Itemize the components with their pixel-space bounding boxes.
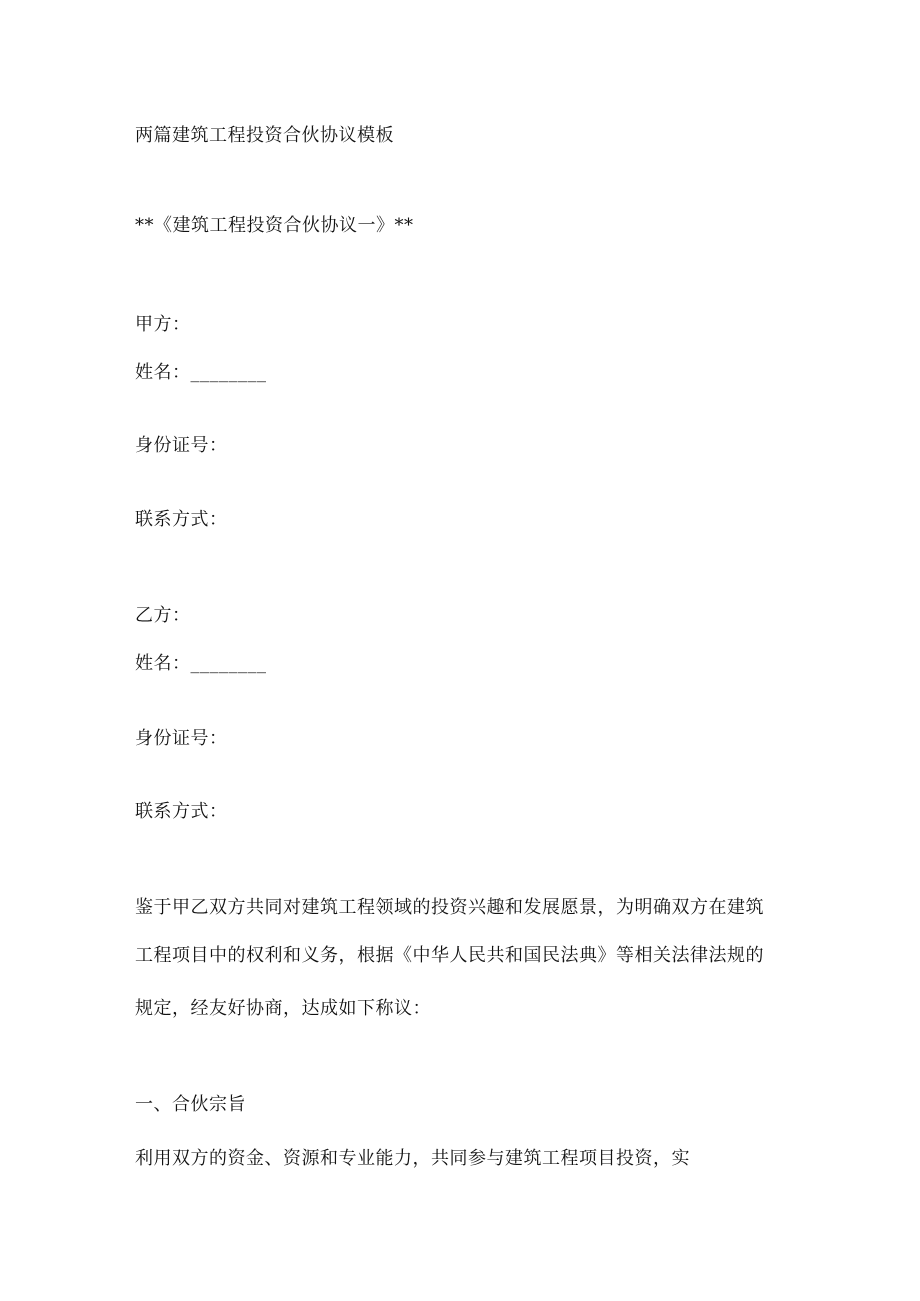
preamble-line-2: 工程项目中的权利和义务，根据《中华人民共和国民法典》等相关法律法规的: [135, 945, 764, 966]
party-b-name-blank: ________: [190, 653, 267, 674]
party-a-heading: 甲方：: [135, 314, 191, 335]
agreement-subtitle: **《建筑工程投资合伙协议一》**: [135, 215, 414, 236]
party-b-name-row: [135, 652, 267, 676]
party-a-name-blank: ________: [190, 362, 267, 383]
document-title: 两篇建筑工程投资合伙协议模板: [135, 125, 394, 146]
preamble-line-3: 规定，经友好协商，达成如下称议：: [135, 998, 431, 1019]
party-a-name-row: [135, 361, 267, 385]
party-b-heading: 乙方：: [135, 605, 191, 626]
section-1-text: 利用双方的资金、资源和专业能力，共同参与建筑工程项目投资，实: [135, 1148, 690, 1169]
party-a-contact-label: 联系方式：: [135, 509, 228, 530]
party-b-id-label: 身份证号：: [135, 728, 228, 749]
party-b-contact-label: 联系方式：: [135, 801, 228, 822]
section-1-heading: 一、合伙宗旨: [135, 1094, 246, 1115]
party-a-id-label: 身份证号：: [135, 435, 228, 456]
party-b-name-label: 姓名：: [135, 653, 191, 674]
party-a-name-label: 姓名：: [135, 362, 191, 383]
preamble-line-1: 鉴于甲乙双方共同对建筑工程领域的投资兴趣和发展愿景，为明确双方在建筑: [135, 897, 764, 918]
